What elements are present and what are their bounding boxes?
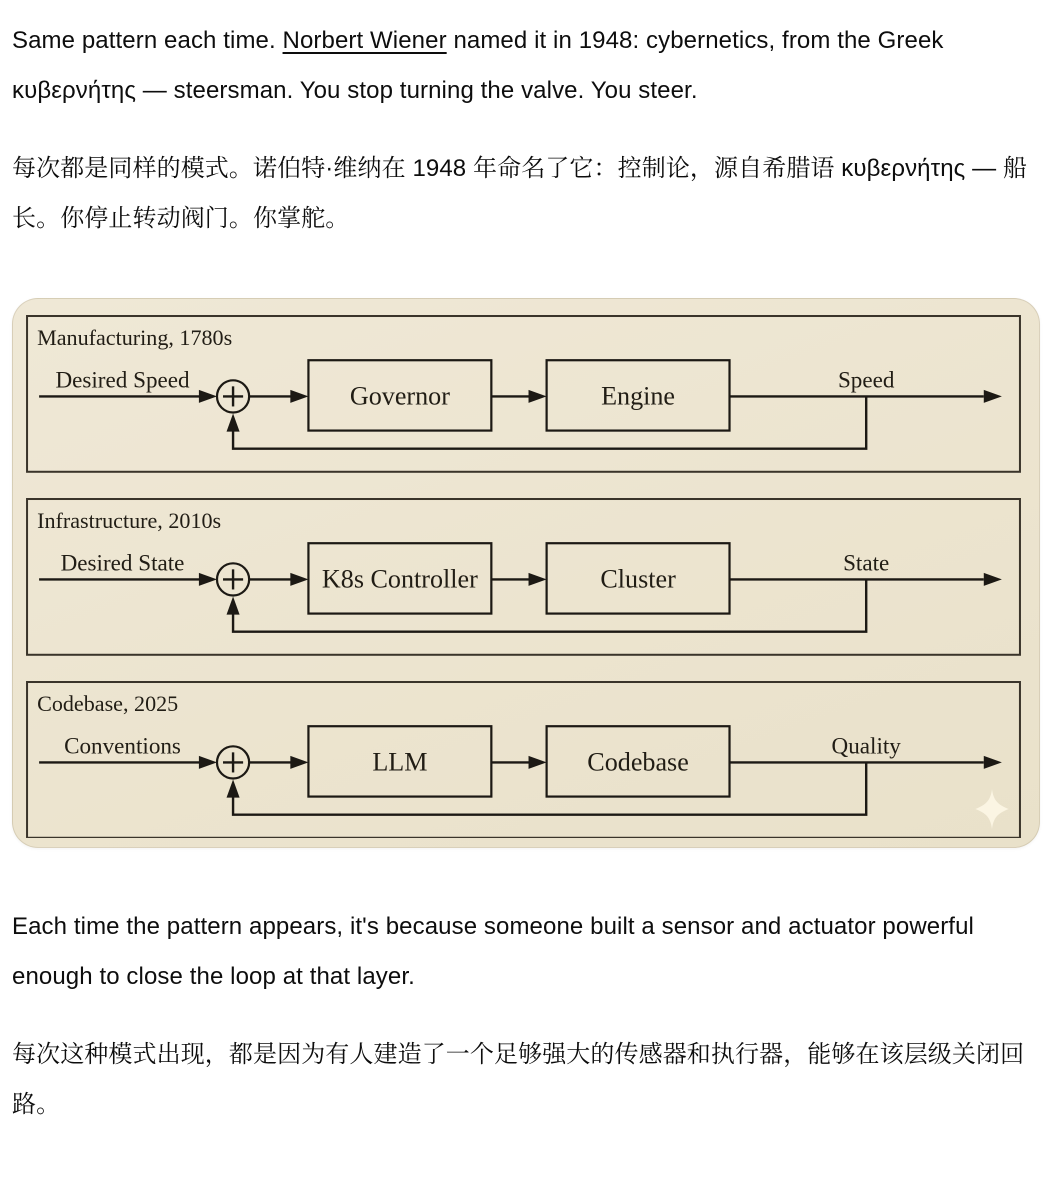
controller-label: LLM xyxy=(372,747,428,777)
diagram-panel xyxy=(12,298,1040,848)
intro-paragraph-en xyxy=(12,16,1040,116)
diagram-infrastructure xyxy=(26,498,1021,656)
outro-paragraph-zh: 每次这种模式出现，都是因为有人建造了一个足够强大的传感器和执行器，能够在该层级关闭回路。 xyxy=(12,1041,1025,1119)
input-label: Conventions xyxy=(64,731,181,758)
outro-paragraph-en: Each time the pattern appears, it's because someone built a sensor and actuator powerful enough to close the loop at that layer. xyxy=(12,913,974,991)
input-label: Desired Speed xyxy=(55,366,190,393)
intro-text-post: named it in 1948: cybernetics, from the Greek κυβερνήτης — steersman. You stop turning the valve. You steer. xyxy=(12,27,944,104)
controller-label: K8s Controller xyxy=(321,564,478,594)
feedback-loop-diagram-2 xyxy=(26,498,1021,656)
sum-junction-icon xyxy=(217,563,249,595)
sum-junction-icon xyxy=(217,380,249,412)
output-label: Speed xyxy=(837,366,895,393)
plant-label: Codebase xyxy=(587,747,689,777)
chat-message xyxy=(12,16,1040,1130)
feedback-wire xyxy=(233,762,866,814)
input-label: Desired State xyxy=(60,549,185,576)
intro-paragraph-zh: 每次都是同样的模式。诺伯特·维纳在 1948 年命名了它：控制论，源自希腊语 κυβερνήτης — 船长。你停止转动阀门。你掌舵。 xyxy=(12,155,1028,232)
plant-label: Engine xyxy=(601,381,676,411)
sparkle-icon xyxy=(975,789,1009,829)
signal-wires xyxy=(39,755,1002,814)
signal-wires xyxy=(39,573,1002,632)
diagram-manufacturing xyxy=(26,315,1021,473)
diagram-title: Infrastructure, 2010s xyxy=(37,507,222,533)
diagram-title: Manufacturing, 1780s xyxy=(37,325,233,351)
controller-label: Governor xyxy=(349,381,450,411)
diagram-title: Codebase, 2025 xyxy=(37,690,179,716)
output-label: Quality xyxy=(831,731,901,758)
diagram-codebase xyxy=(26,681,1021,839)
intro-text-pre: Same pattern each time. xyxy=(12,27,283,54)
feedback-loop-diagram-1 xyxy=(26,315,1021,473)
output-label: State xyxy=(843,549,890,576)
norbert-wiener-link[interactable]: Norbert Wiener xyxy=(282,27,447,54)
signal-wires xyxy=(39,390,1002,449)
feedback-loop-diagram-3 xyxy=(26,681,1021,839)
sum-junction-icon xyxy=(217,746,249,778)
plant-label: Cluster xyxy=(600,564,676,594)
feedback-wire xyxy=(233,396,866,448)
